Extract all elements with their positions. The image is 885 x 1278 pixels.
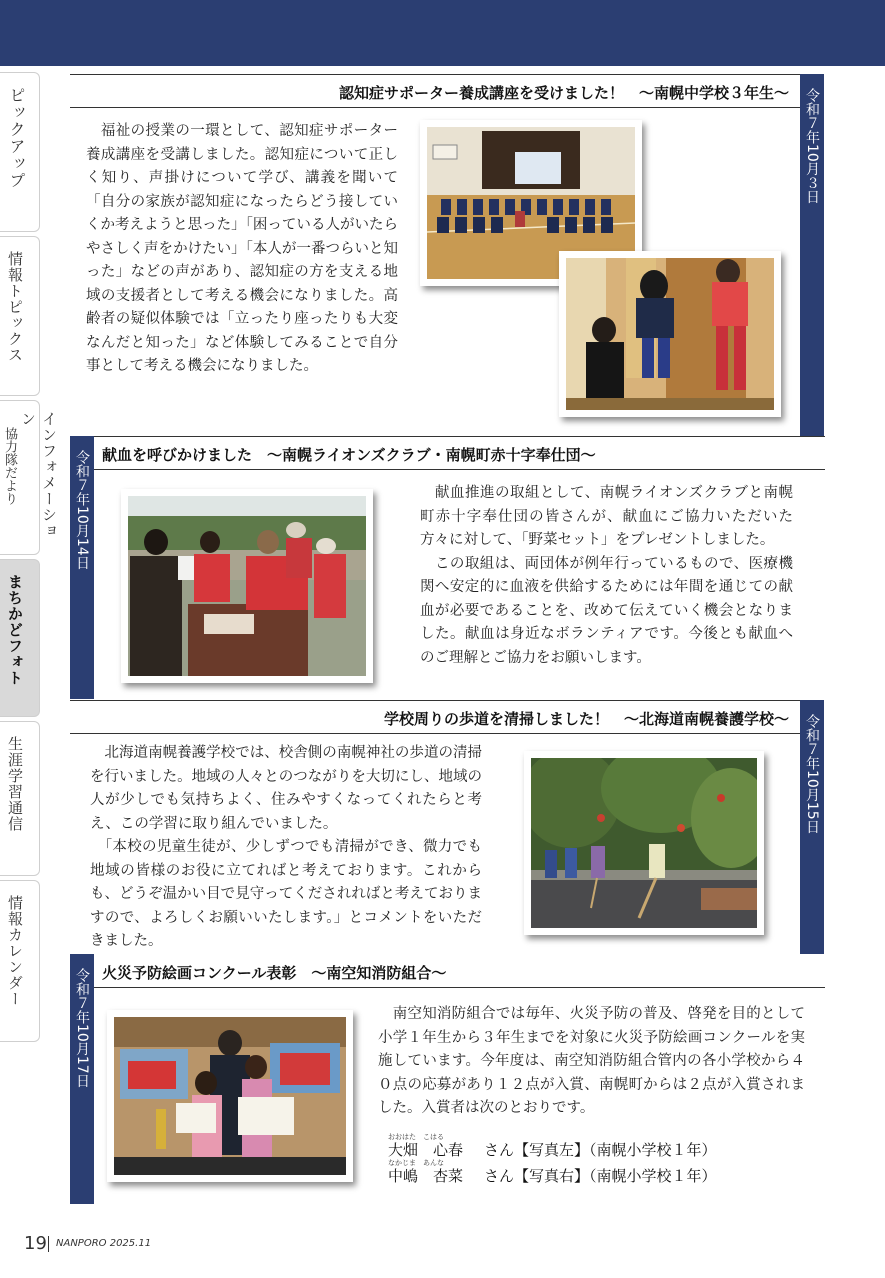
tab-label: まちかどフォト	[6, 574, 24, 686]
footer-divider	[48, 1236, 49, 1252]
article-body: 南空知消防組合では毎年、火災予防の普及、啓発を目的として小学１年生から３年生までを対象に火災予防絵画コンクールを実施しています。今年度は、南空知消防組合管内の各小学校から４０点の応募があり１２点が入賞、南幌町からは２点が入賞されました。入賞者は次のとおりです。	[378, 1006, 805, 1116]
header-band	[0, 0, 885, 66]
tab-label: インフォメーション	[19, 411, 58, 539]
winner-ruby: なかじま あんな	[388, 1159, 444, 1167]
tab-pickup[interactable]	[0, 72, 40, 232]
photo-elderly-simulation	[559, 251, 781, 417]
winner-detail: さん【写真右】（南幌小学校１年）	[484, 1167, 717, 1185]
article-date: 令和７年10月17日	[74, 968, 90, 1088]
date-bar	[800, 700, 824, 954]
date-bar	[70, 954, 94, 1204]
article-date: 令和７年10月15日	[804, 714, 820, 834]
tab-label: 情報トピックス	[6, 251, 24, 363]
winner-name: 中嶋 杏菜	[388, 1167, 464, 1185]
date-bar	[800, 74, 824, 436]
article-title: 学校周りの歩道を清掃しました！ ～北海道南幌養護学校～	[383, 710, 789, 728]
article-body: 福祉の授業の一環として、認知症サポーター養成講座を受講しました。認知症について正しく知り、声掛けについて学び、講義を聞いて「自分の家族が認知症になったらどう接していくか考えようと思った」「困っている人がいたらやさしく声をかけたい」「本人が一番つらいと知った」などの声があり、認知症の方を支える地域の支援者として考える機会になりました。高齢者の疑似体験では「立ったり座ったりも大変なんだと知った」など体験してみることで自分事として考える機会になりました。	[86, 123, 398, 374]
footer-brand: NANPORO 2025.11	[56, 1238, 152, 1249]
winner-ruby: おおはた こはる	[388, 1133, 444, 1141]
article-title: 火災予防絵画コンクール表彰 ～南空知消防組合～	[102, 964, 447, 982]
tab-lifelong-learning[interactable]	[0, 721, 40, 876]
article-body: 献血推進の取組として、南幌ライオンズクラブと南幌町赤十字奉仕団の皆さんが、献血にご協力いただいた方々に対して、「野菜セット」をプレゼントしました。 この取組は、両団体が例年行っているもので、医療機関へ安定的に血液を供給するためには年間を通じての献血が必要であることを、改めて伝えていく機会となりました。献血は身近なボランティアです。今後とも献血へのご理解とご協力をお願いします。	[420, 485, 793, 666]
page-number: 19	[24, 1233, 47, 1254]
article-date: 令和７年10月14日	[74, 450, 90, 570]
tab-machikado-photo[interactable]	[0, 559, 40, 717]
tab-label: 情報カレンダー	[6, 895, 24, 1007]
article-title: 認知症サポーター養成講座を受けました！ ～南幌中学校３年生～	[338, 84, 789, 102]
tab-info-topics[interactable]	[0, 236, 40, 396]
article-date: 令和７年10月３日	[804, 88, 820, 204]
winner-name: 大畑 心春	[388, 1141, 464, 1159]
tab-label: 生涯学習通信	[6, 736, 24, 832]
date-bar	[70, 436, 94, 699]
tab-info-calendar[interactable]	[0, 880, 40, 1042]
tab-sublabel: 協力隊だより	[2, 427, 17, 505]
article-body: 北海道南幌養護学校では、校舎側の南幌神社の歩道の清掃を行いました。地域の人々とのつながりを大切にし、地域の人が少しでも気持ちよく、住みやすくなってくれたらと考え、この学習に取り組んでいました。 「本校の児童生徒が、少しずつでも清掃ができ、微力でも地域の皆様のお役に立てればと考えております。これからも、どうぞ温かい目で見守ってくだされればと考えておりますので、よろしくお願いいたします。」とコメントをいただきました。	[90, 745, 482, 949]
tab-information[interactable]	[0, 400, 58, 555]
tab-label: ピックアップ	[7, 87, 26, 189]
article-title: 献血を呼びかけました ～南幌ライオンズクラブ・南幌町赤十字奉仕団～	[102, 446, 596, 464]
photo-sidewalk-cleaning	[524, 751, 764, 935]
photo-award-ceremony	[107, 1010, 353, 1182]
winner-detail: さん【写真左】（南幌小学校１年）	[484, 1141, 717, 1159]
photo-blood-donation	[121, 489, 373, 683]
